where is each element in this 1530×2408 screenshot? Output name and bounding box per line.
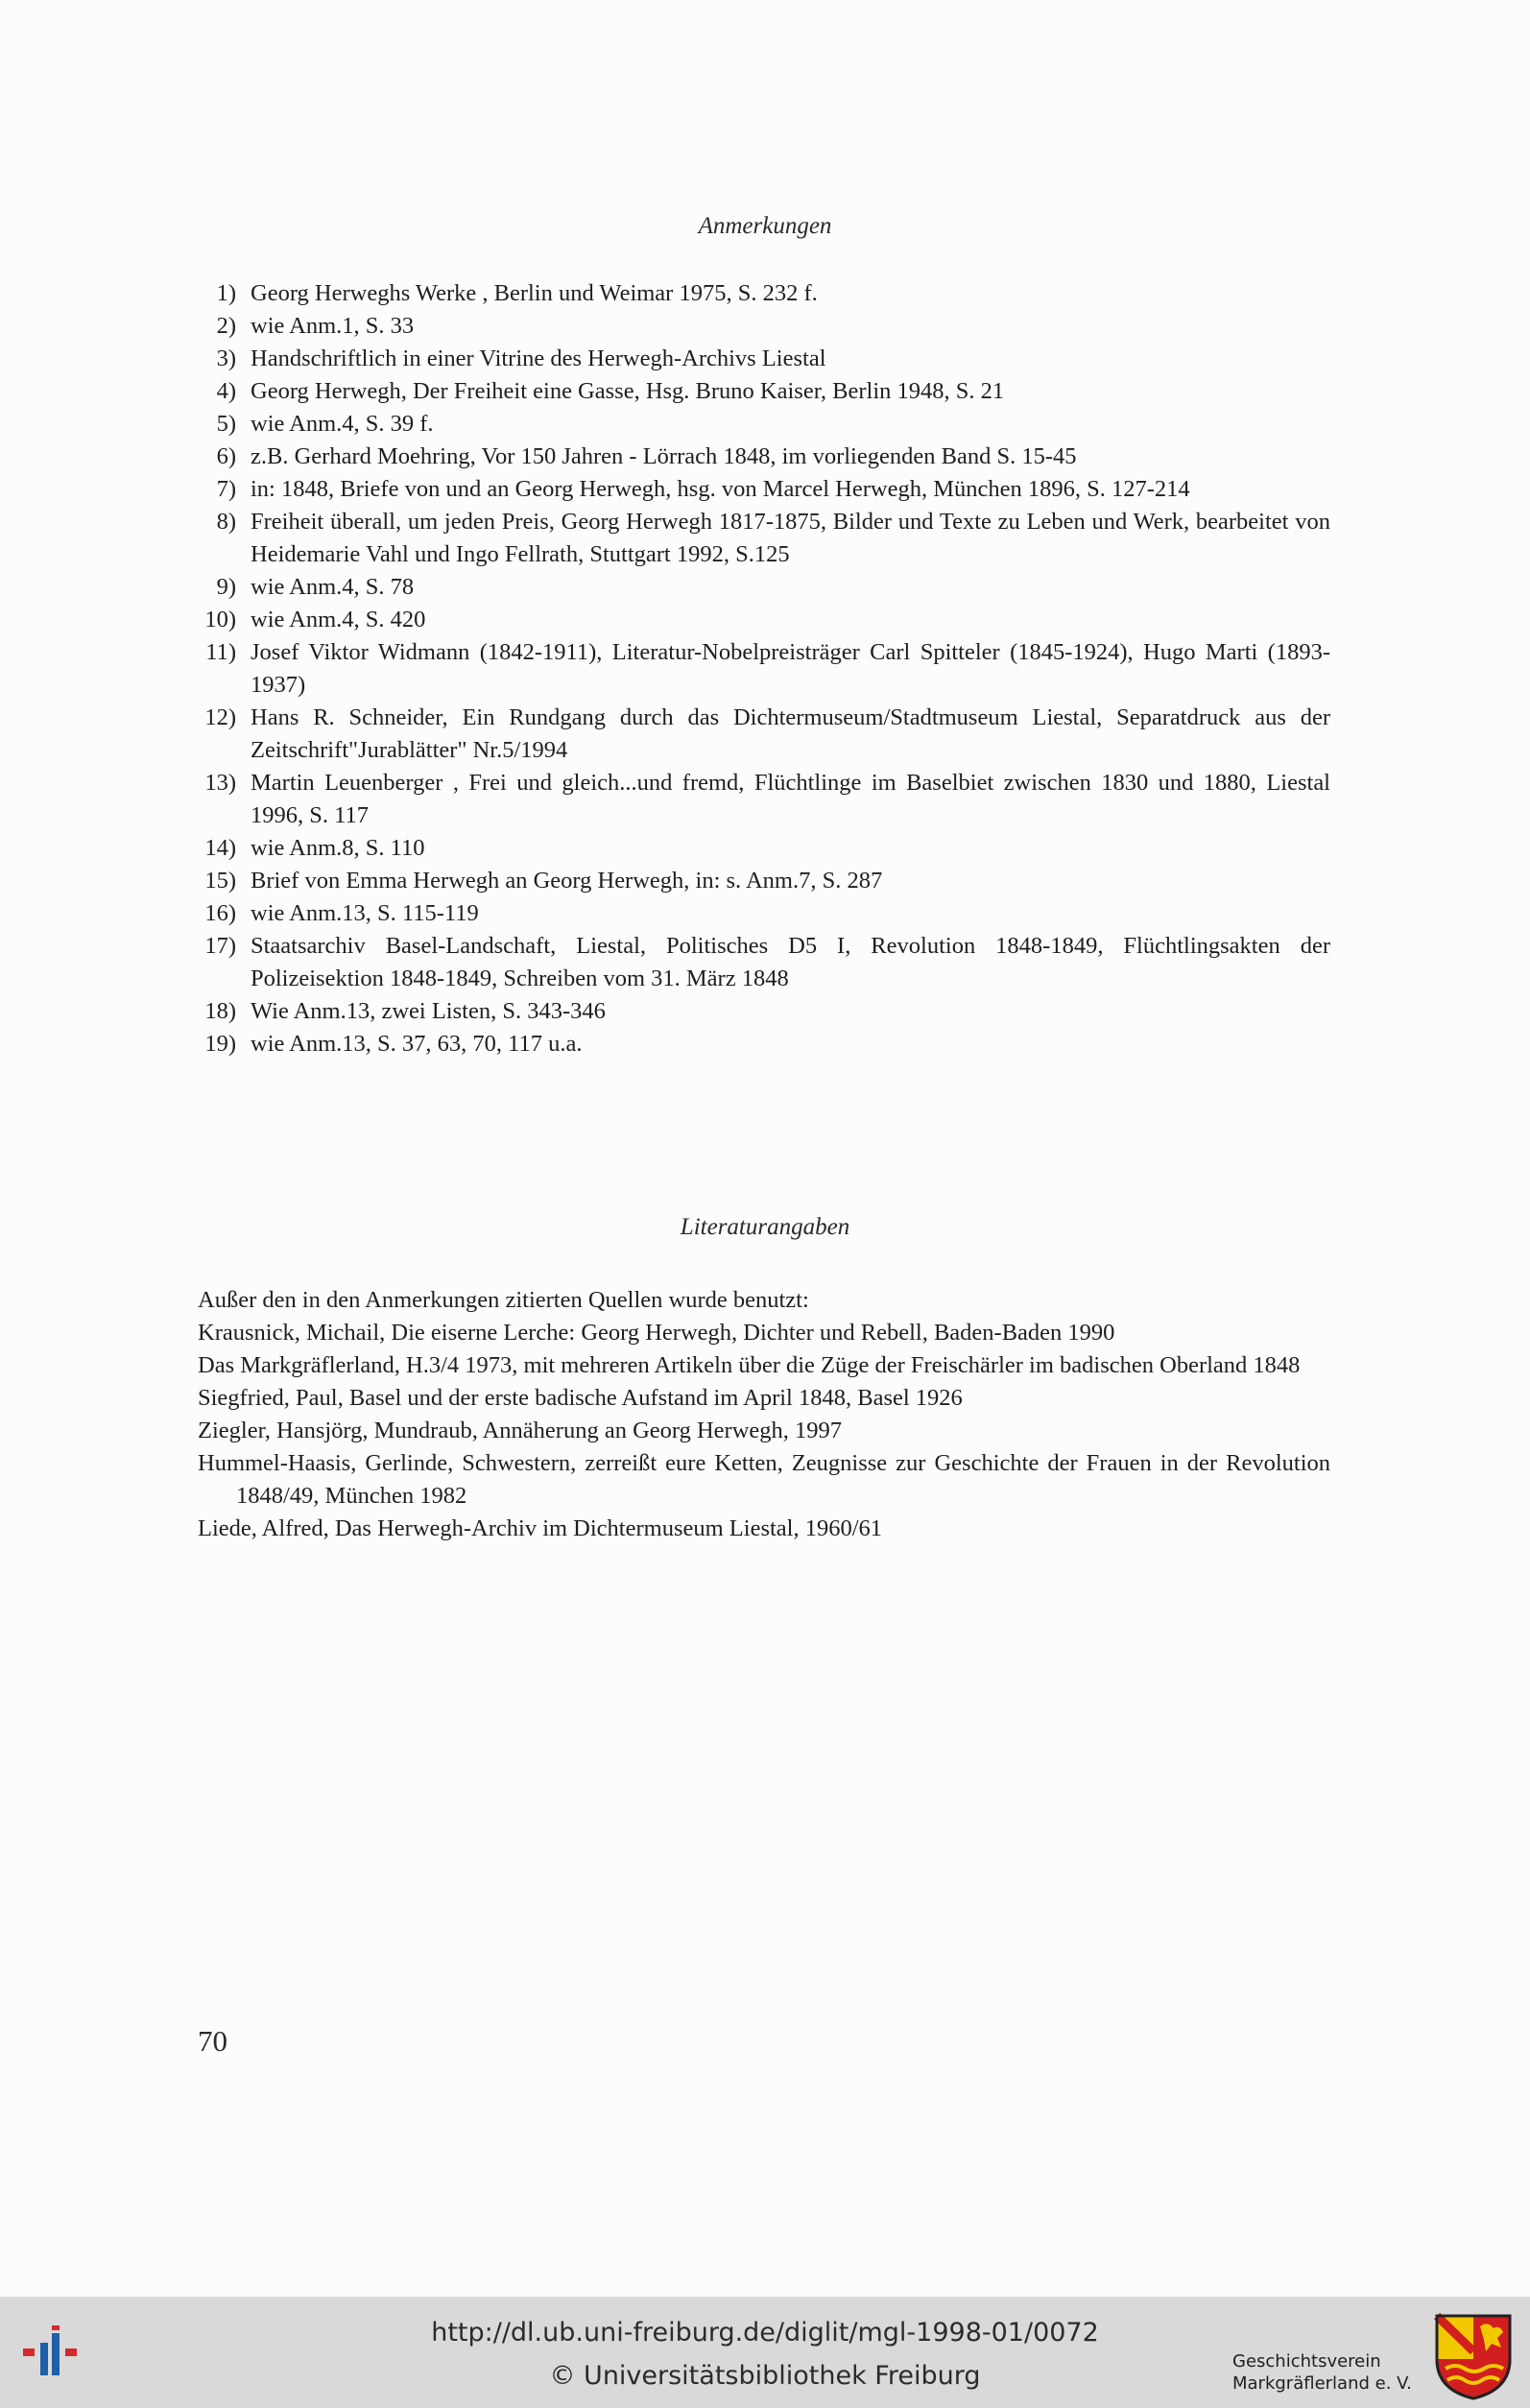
note-text: wie Anm.4, S. 420 <box>251 607 426 632</box>
note-text: Georg Herweghs Werke , Berlin und Weimar 1975, S. 232 f. <box>251 280 818 306</box>
note-number: 6) <box>216 443 236 469</box>
note-number: 2) <box>216 313 236 339</box>
note-text: wie Anm.13, S. 115-119 <box>251 900 479 926</box>
note-number: 12) <box>204 704 236 730</box>
note-text: Handschriftlich in einer Vitrine des Herwegh-Archivs Liestal <box>251 346 826 371</box>
society-line-1: Geschichtsverein <box>1232 2351 1381 2372</box>
note-number: 1) <box>216 280 236 306</box>
note-text: Josef Viktor Widmann (1842-1911), Literatur-Nobelpreisträger Carl Spitteler (1845-1924), Hugo Marti (1893-1937) <box>251 639 1330 698</box>
footer-society-name <box>1232 2350 1415 2395</box>
note-text: Hans R. Schneider, Ein Rundgang durch das Dichtermuseum/Stadtmuseum Liestal, Separatdruck aus der Zeitschrift"Jurablätter" Nr.5/1994 <box>251 704 1330 763</box>
note-item <box>198 930 1330 995</box>
page-number: 70 <box>198 2024 227 2058</box>
note-item <box>198 441 1330 473</box>
note-text: Georg Herwegh, Der Freiheit eine Gasse, Hsg. Bruno Kaiser, Berlin 1948, S. 21 <box>251 378 1005 404</box>
note-number: 9) <box>216 574 236 600</box>
literature-entry: Liede, Alfred, Das Herwegh-Archiv im Dichtermuseum Liestal, 1960/61 <box>198 1515 883 1541</box>
note-item <box>198 408 1330 441</box>
notes-heading: Anmerkungen <box>698 213 832 239</box>
note-number: 5) <box>216 411 236 437</box>
footer-bar <box>0 2297 1530 2408</box>
note-item <box>198 375 1330 408</box>
note-number: 14) <box>204 835 236 861</box>
note-number: 10) <box>204 607 236 632</box>
note-number: 7) <box>216 476 236 502</box>
notes-list <box>198 277 1330 1061</box>
literature-intro: Außer den in den Anmerkungen zitierten Quellen wurde benutzt: <box>198 1287 809 1313</box>
note-text: in: 1848, Briefe von und an Georg Herwegh, hsg. von Marcel Herwegh, München 1896, S. 127-214 <box>251 476 1190 502</box>
markgraeflerland-crest-icon <box>1434 2313 1513 2401</box>
note-text: z.B. Gerhard Moehring, Vor 150 Jahren - Lörrach 1848, im vorliegenden Band S. 15-45 <box>251 443 1077 469</box>
note-number: 18) <box>204 998 236 1024</box>
note-item <box>198 473 1330 506</box>
note-number: 4) <box>216 378 236 404</box>
note-text: Staatsarchiv Basel-Landschaft, Liestal, Politisches D5 I, Revolution 1848-1849, Flüchtlingsakten der Polizeisektion 1848-1849, Schreiben vom 31. März 1848 <box>251 933 1330 991</box>
note-item <box>198 897 1330 930</box>
note-item <box>198 832 1330 865</box>
society-line-2: Markgräflerland e. V. <box>1232 2373 1412 2394</box>
note-text: wie Anm.4, S. 78 <box>251 574 415 600</box>
note-text: wie Anm.13, S. 37, 63, 70, 117 u.a. <box>251 1031 583 1057</box>
literature-entry: Siegfried, Paul, Basel und der erste badische Aufstand im April 1848, Basel 1926 <box>198 1385 963 1411</box>
literature-entry: Hummel-Haasis, Gerlinde, Schwestern, zerreißt eure Ketten, Zeugnisse zur Geschichte der Frauen in der Revolution 1848/49, München 1982 <box>198 1450 1330 1509</box>
literature-heading: Literaturangaben <box>680 1214 850 1240</box>
note-item <box>198 506 1330 571</box>
note-item <box>198 636 1330 702</box>
note-number: 15) <box>204 868 236 894</box>
note-item <box>198 604 1330 636</box>
note-number: 16) <box>204 900 236 926</box>
note-text: Martin Leuenberger , Frei und gleich...und fremd, Flüchtlinge im Baselbiet zwischen 1830 und 1880, Liestal 1996, S. 117 <box>251 770 1330 828</box>
note-text: Freiheit überall, um jeden Preis, Georg Herwegh 1817-1875, Bilder und Texte zu Leben und Werk, bearbeitet von Heidemarie Vahl und Ingo Fellrath, Stuttgart 1992, S.125 <box>251 509 1330 567</box>
note-item <box>198 1028 1330 1061</box>
note-text: Brief von Emma Herwegh an Georg Herwegh, in: s. Anm.7, S. 287 <box>251 868 883 894</box>
literature-entry: Krausnick, Michail, Die eiserne Lerche: Georg Herwegh, Dichter und Rebell, Baden-Baden 1990 <box>198 1320 1115 1346</box>
footer-url-link[interactable]: http://dl.ub.uni-freiburg.de/diglit/mgl-1998-01/0072 <box>431 2318 1099 2348</box>
literature-entry: Ziegler, Hansjörg, Mundraub, Annäherung an Georg Herwegh, 1997 <box>198 1418 843 1443</box>
note-item <box>198 865 1330 897</box>
note-text: wie Anm.8, S. 110 <box>251 835 425 861</box>
note-text: Wie Anm.13, zwei Listen, S. 343-346 <box>251 998 606 1024</box>
note-item <box>198 702 1330 767</box>
note-item <box>198 767 1330 832</box>
footer-copyright: © Universitätsbibliothek Freiburg <box>549 2361 981 2391</box>
literature-list <box>198 1284 1330 1545</box>
note-number: 11) <box>205 639 236 665</box>
note-item <box>198 995 1330 1028</box>
note-number: 17) <box>204 933 236 959</box>
note-item <box>198 571 1330 604</box>
note-item <box>198 277 1330 310</box>
note-number: 3) <box>216 346 236 371</box>
note-number: 13) <box>204 770 236 796</box>
note-item <box>198 310 1330 343</box>
note-text: wie Anm.1, S. 33 <box>251 313 415 339</box>
note-text: wie Anm.4, S. 39 f. <box>251 411 434 437</box>
note-number: 8) <box>216 509 236 535</box>
note-item <box>198 343 1330 375</box>
note-number: 19) <box>204 1031 236 1057</box>
literature-entry: Das Markgräflerland, H.3/4 1973, mit mehreren Artikeln über die Züge der Freischärler im badischen Oberland 1848 <box>198 1352 1301 1378</box>
